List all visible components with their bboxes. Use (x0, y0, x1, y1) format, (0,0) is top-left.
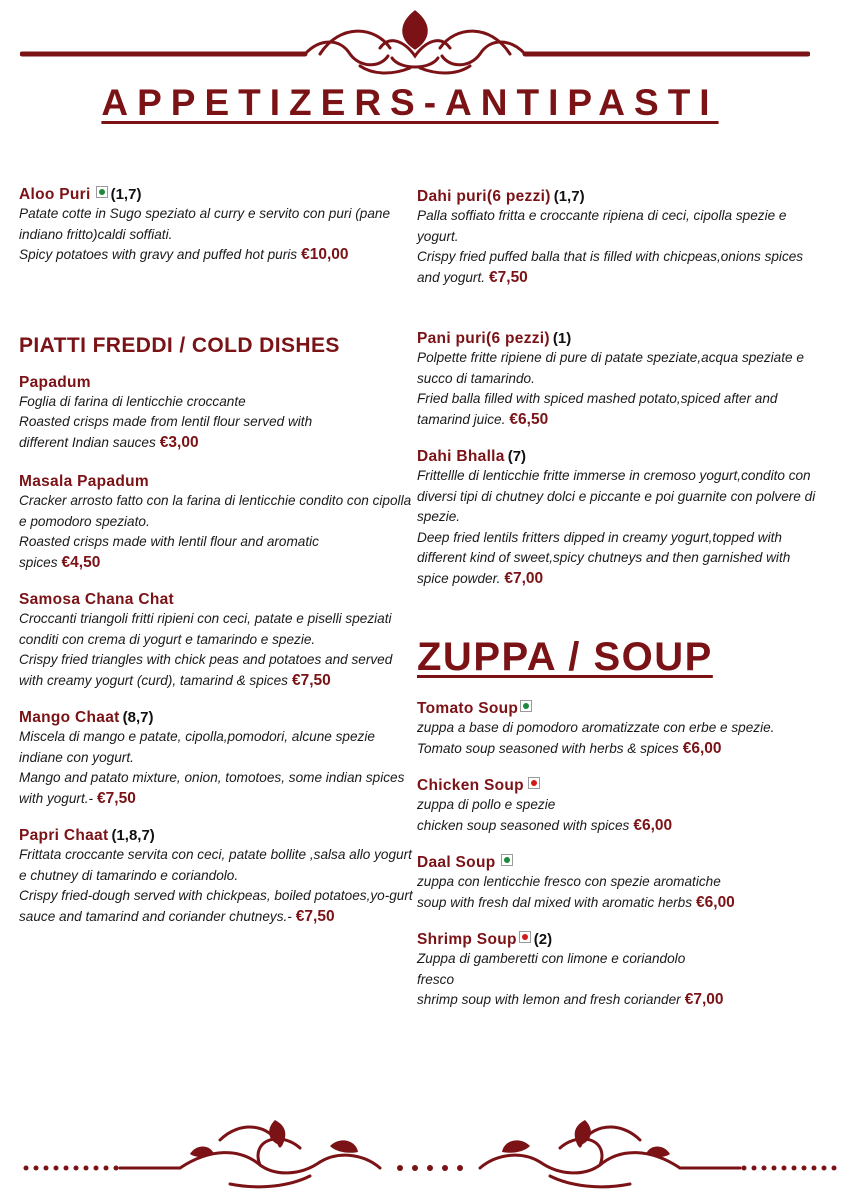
item-name: Dahi Bhalla (417, 448, 505, 465)
item-description-it: Croccanti triangoli fritti ripieni con ceci, patate e piselli speziati conditi con crema di yogurt e tamarindo e spezie. (19, 611, 392, 647)
item-name: Aloo Puri (19, 186, 91, 203)
item-description-it-cont: fresco (417, 971, 455, 987)
item-description-en-cont: spices (19, 554, 58, 570)
item-description-en: Crispy fried triangles with chick peas and potatoes and served with creamy yogurt (curd), tamarind & spices (19, 652, 393, 688)
item-description-en: shrimp soup with lemon and fresh coriander (417, 992, 681, 1007)
top-ornament (20, 8, 810, 80)
item-description-it: Frittellle di lenticchie fritte immerse in cremoso yogurt,condito con diversi tipi di chutney dolci e piccante e poi guarnite con polvere di spezie. (417, 468, 816, 524)
item-name: Shrimp Soup (417, 931, 517, 948)
allergen-codes: (1) (552, 330, 572, 347)
item-description-en: chicken soup seasoned with spices (417, 817, 630, 833)
item-description-en: Spicy potatoes with gravy and puffed hot puris (19, 247, 298, 262)
section-title-soup: ZUPPA / SOUP (417, 635, 713, 679)
item-description-it: Polpette fritte ripiene di pure di patate speziate,acqua speziate e succo di tamarindo. (417, 350, 804, 386)
item-name: Dahi puri(6 pezzi) (417, 188, 551, 205)
non-veg-icon (519, 931, 531, 943)
right-column (417, 188, 817, 1011)
menu-item-samosa-chana-chat (19, 591, 419, 691)
item-description-it: Foglia di farina di lenticchie croccante (19, 393, 246, 409)
allergen-codes: (8,7) (122, 709, 154, 726)
item-price: €7,50 (295, 907, 335, 925)
menu-item-tomato-soup (417, 700, 817, 759)
menu-item-masala-papadum (19, 473, 419, 573)
item-description-it: Palla soffiato fritta e croccante ripiena di ceci, cipolla spezie e yogurt. (417, 208, 787, 244)
menu-item-pani-puri (417, 330, 817, 430)
item-description-it: zuppa con lenticchie fresco con spezie aromatiche (417, 874, 721, 889)
item-price: €7,00 (504, 569, 544, 587)
menu-item-aloo-puri (19, 186, 419, 266)
item-description-en: Mango and patato mixture, onion, tomotoes, some indian spices with yogurt.- (19, 770, 405, 806)
menu-item-mango-chaat (19, 709, 419, 809)
item-price: €7,50 (489, 268, 528, 286)
item-name: Pani puri(6 pezzi) (417, 330, 550, 347)
item-name: Chicken Soup (417, 777, 524, 794)
item-name: Masala Papadum (19, 473, 149, 490)
section-title-cold-dishes: PIATTI FREDDI / COLD DISHES (19, 333, 340, 357)
item-price: €6,00 (682, 739, 722, 757)
allergen-codes: (2) (533, 931, 553, 948)
item-description-en-cont: different Indian sauces (19, 434, 156, 450)
item-name: Papri Chaat (19, 827, 109, 844)
item-price: €7,00 (684, 991, 724, 1008)
allergen-codes: (1,7) (110, 186, 142, 203)
item-description-en: Crispy fried puffed balla that is filled with chicpeas,onions spices and yogurt. (417, 249, 804, 285)
menu-item-papadum (19, 374, 419, 454)
menu-item-daal-soup (417, 854, 817, 913)
item-price: €6,50 (509, 410, 549, 428)
allergen-codes: (1,7) (553, 188, 585, 205)
veg-icon (520, 700, 532, 712)
item-price: €6,00 (696, 893, 735, 911)
item-description-en: Crispy fried-dough served with chickpeas, boiled potatoes,yo-gurt sauce and tamarind and coriander chutneys.- (19, 888, 413, 924)
item-description-it: Patate cotte in Sugo speziato al curry e servito con puri (pane indiano fritto)caldi soffiati. (19, 206, 391, 242)
item-price: €3,00 (159, 433, 199, 451)
item-description-it: Frittata croccante servita con ceci, patate bollite ,salsa allo yogurt e chutney di tamarindo e coriandolo. (19, 847, 412, 883)
left-column (19, 186, 419, 927)
item-description-it: Zuppa di gamberetti con limone e coriandolo (417, 951, 686, 966)
allergen-codes: (7) (507, 448, 527, 465)
item-name: Daal Soup (417, 854, 496, 871)
item-price: €4,50 (61, 553, 101, 571)
item-description-en: Roasted crisps made from lentil flour served with (19, 414, 313, 429)
veg-icon (96, 186, 108, 198)
item-price: €10,00 (301, 246, 349, 263)
allergen-codes: (1,8,7) (111, 827, 155, 844)
item-description-it: zuppa a base di pomodoro aromatizzate con erbe e spezie. (417, 720, 775, 735)
veg-icon (501, 854, 513, 866)
item-name: Tomato Soup (417, 700, 519, 717)
item-name: Papadum (19, 373, 91, 391)
menu-item-dahi-puri (417, 188, 817, 288)
item-name: Mango Chaat (19, 709, 120, 726)
item-description-en: Deep fried lentils fritters dipped in creamy yogurt,topped with different kind of sweet,spicy chutneys and then garnished with spice powder. (417, 529, 791, 586)
item-description-en: Fried balla filled with spiced mashed potato,spiced after and tamarind juice. (417, 391, 778, 427)
menu-item-dahi-bhalla (417, 448, 817, 589)
item-description-en: Tomato soup seasoned with herbs & spices (417, 740, 679, 756)
item-description-it: Miscela di mango e patate, cipolla,pomodori, alcune spezie indiane con yogurt. (19, 729, 375, 765)
item-price: €7,50 (291, 671, 331, 689)
menu-item-papri-chaat (19, 827, 419, 927)
non-veg-icon (528, 777, 540, 789)
item-price: €7,50 (97, 789, 136, 807)
item-name: Samosa Chana Chat (19, 591, 174, 608)
bottom-ornament (20, 1110, 840, 1190)
menu-item-shrimp-soup (417, 931, 817, 1011)
item-description-it: Cracker arrosto fatto con la farina di lenticchie condito con cipolla e pomodoro speziato. (19, 493, 412, 529)
page-title: APPETIZERS-ANTIPASTI (101, 82, 719, 123)
item-description-it: zuppa di pollo e spezie (417, 797, 556, 812)
item-description-en: Roasted crisps made with lentil flour and aromatic (19, 534, 319, 549)
item-price: €6,00 (633, 816, 673, 834)
item-description-en: soup with fresh dal mixed with aromatic herbs (417, 894, 693, 910)
menu-item-chicken-soup (417, 777, 817, 836)
